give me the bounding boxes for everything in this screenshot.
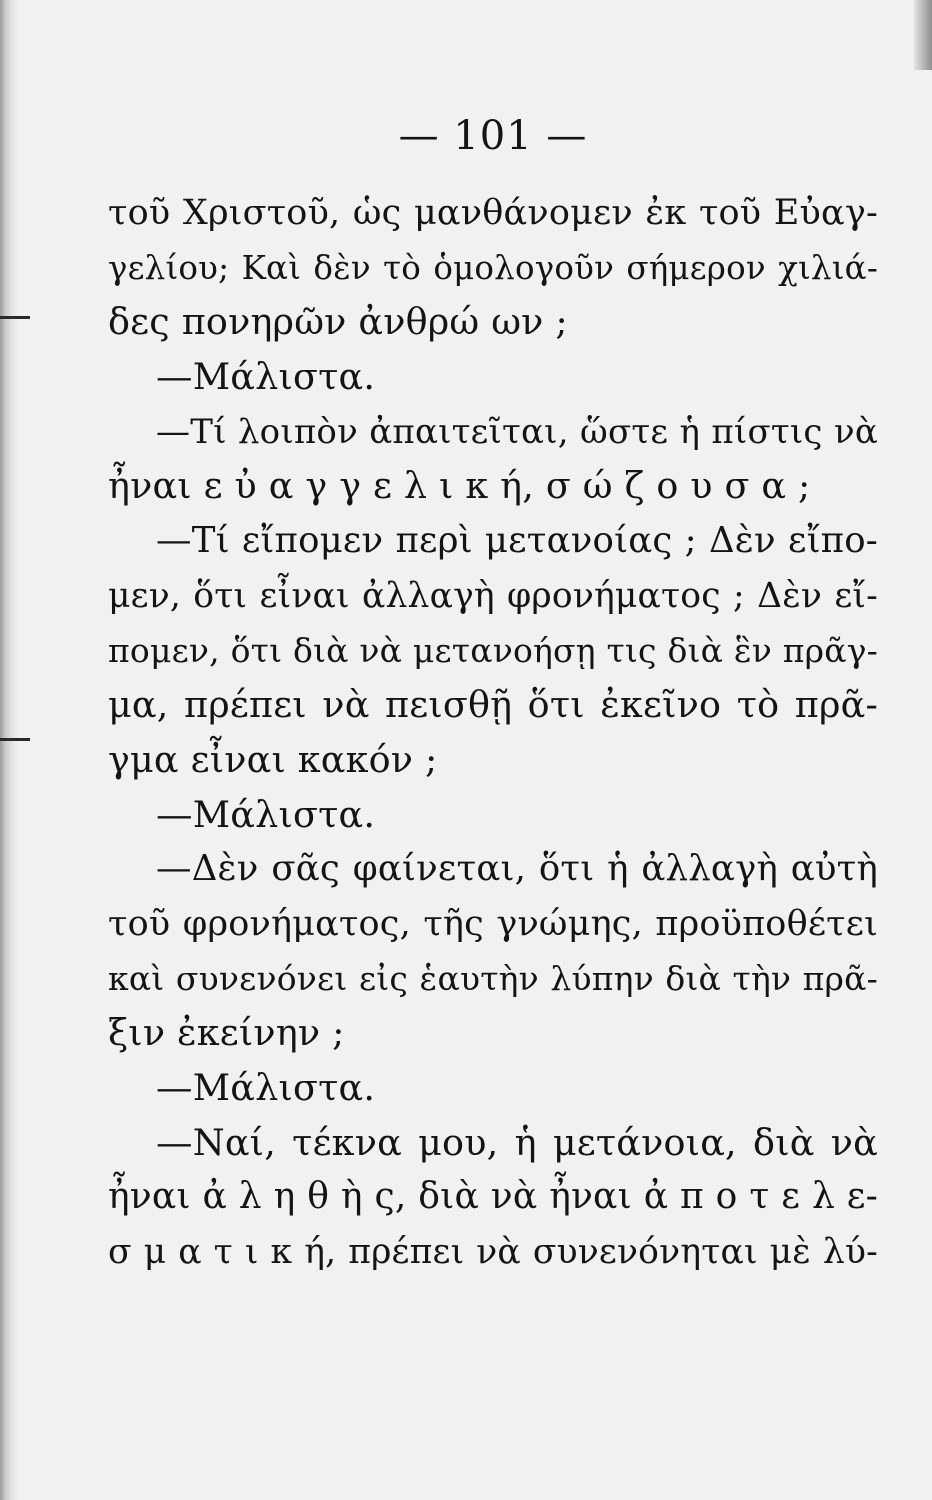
dialogue-line: —Μάλιστα.: [156, 792, 376, 836]
dialogue-line: —Ναί, τέκνα μου, ἡ μετάνοια, διὰ νὰ: [156, 1120, 878, 1164]
dialogue-line: —Μάλιστα.: [156, 1066, 376, 1109]
text-line: γελίου; Καὶ δὲν τὸ ὁμολογοῦν σήμερον χιλιά-: [108, 248, 878, 287]
dialogue-line: —Τί εἴπομεν περὶ μετανοίας ; Δὲν εἴπο-: [156, 520, 878, 562]
text-line: μεν, ὅτι εἶναι ἀλλαγὴ φρονήματος ; Δὲν εἴ-: [108, 575, 878, 616]
dialogue-line: —Μάλιστα.: [156, 355, 376, 399]
text-line: ξιν ἐκείνην ;: [108, 1011, 345, 1055]
text-line: μα, πρέπει νὰ πεισθῇ ὅτι ἐκεῖνο τὸ πρᾶ-: [108, 683, 878, 727]
text-line: καὶ συνενόνει εἰς ἑαυτὴν λύπην διὰ τὴν πρᾶ-: [108, 958, 878, 998]
text-line: σ μ α τ ι κ ή, πρέπει νὰ συνενόνηται μὲ λύ-: [108, 1232, 878, 1273]
binding-mark: [0, 316, 30, 319]
dialogue-line: —Δὲν σᾶς φαίνεται, ὅτι ἡ ἀλλαγὴ αὐτὴ: [156, 848, 878, 890]
text-line: πομεν, ὅτι διὰ νὰ μετανοήσῃ τις διὰ ἓν πρᾶγ-: [108, 630, 878, 670]
text-line: ἦναι ἀ λ η θ ὴ ς, διὰ νὰ ἦναι ἀ π ο τ ε λ ε-: [108, 1176, 878, 1218]
page-edge-shadow: [914, 0, 932, 70]
text-block: [108, 186, 878, 1280]
text-line: τοῦ Χριστοῦ, ὡς μανθάνομεν ἐκ τοῦ Εὐαγ-: [108, 193, 878, 233]
book-page: [108, 104, 878, 1280]
binding-edge: [0, 0, 20, 1500]
binding-mark: [0, 738, 30, 741]
text-line: δες πονηρῶν ἀνθρώ ων ;: [108, 300, 568, 344]
text-line: ἦναι ε ὐ α γ γ ε λ ι κ ή, σ ώ ζ ο υ σ α ;: [108, 464, 811, 508]
page-number: — 101 —: [398, 113, 588, 159]
dialogue-line: —Τί λοιπὸν ἀπαιτεῖται, ὥστε ἡ πίστις νὰ: [156, 411, 878, 452]
text-line: γμα εἶναι κακόν ;: [108, 737, 438, 781]
text-line: τοῦ φρονήματος, τῆς γνώμης, προϋποθέτει: [108, 903, 878, 944]
